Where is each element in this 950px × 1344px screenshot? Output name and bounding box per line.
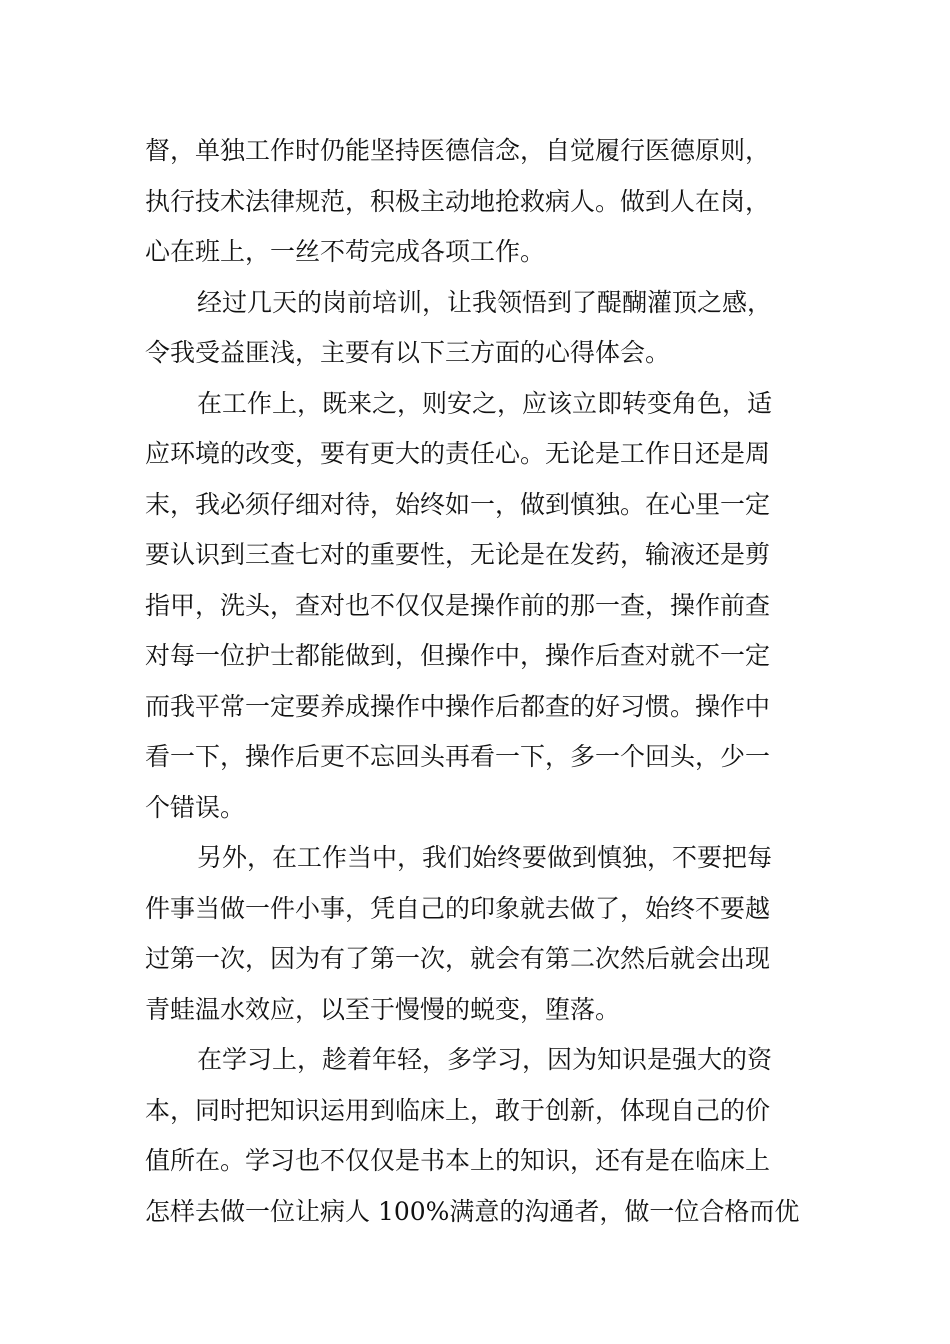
paragraph-1 <box>145 126 810 278</box>
text-line: 个错误。 <box>145 792 246 822</box>
text-line: 值所在。学习也不仅仅是书本上的知识，还有是在临床上 <box>145 1146 771 1175</box>
text-line: 应环境的改变，要有更大的责任心。无论是工作日还是周 <box>145 439 771 468</box>
text-line: 令我受益匪浅，主要有以下三方面的心得体会。 <box>145 338 671 367</box>
text-line: 经过几天的岗前培训，让我领悟到了醍醐灌顶之感， <box>197 287 773 317</box>
text-line: 心在班上，一丝不苟完成各项工作。 <box>145 237 546 266</box>
text-line: 青蛙温水效应，以至于慢慢的蜕变，堕落。 <box>145 994 621 1024</box>
text-line: 执行技术法律规范，积极主动地抢救病人。做到人在岗， <box>145 186 771 216</box>
text-line: 督，单独工作时仍能坚持医德信念，自觉履行医德原则， <box>145 136 771 165</box>
text-line: 在学习上，趁着年轻，多学习，因为知识是强大的资 <box>197 1045 773 1074</box>
text-line: 另外，在工作当中，我们始终要做到慎独，不要把每 <box>197 843 773 872</box>
paragraph-3 <box>145 379 810 834</box>
paragraph-2 <box>145 278 810 379</box>
text-line: 怎样去做一位让病人 100%满意的沟通者，做一位合格而优 <box>145 1196 800 1226</box>
text-line: 对每一位护士都能做到，但操作中，操作后查对就不一定 <box>145 641 771 670</box>
text-line: 过第一次，因为有了第一次，就会有第二次然后就会出现 <box>145 944 771 973</box>
text-line: 末，我必须仔细对待，始终如一，做到慎独。在心里一定 <box>145 489 771 519</box>
text-line: 指甲，洗头，查对也不仅仅是操作前的那一查，操作前查 <box>145 590 771 620</box>
text-line: 而我平常一定要养成操作中操作后都查的好习惯。操作中 <box>145 691 771 721</box>
document-body <box>145 126 810 1237</box>
text-line: 本，同时把知识运用到临床上，敢于创新，体现自己的价 <box>145 1095 771 1125</box>
text-line: 要认识到三查七对的重要性，无论是在发药，输液还是剪 <box>145 540 771 569</box>
paragraph-4 <box>145 833 810 1035</box>
text-line: 件事当做一件小事，凭自己的印象就去做了，始终不要越 <box>145 893 771 923</box>
paragraph-5 <box>145 1035 810 1237</box>
text-line: 在工作上，既来之，则安之，应该立即转变角色，适 <box>197 388 773 418</box>
text-line: 看一下，操作后更不忘回头再看一下，多一个回头，少一 <box>145 742 771 771</box>
